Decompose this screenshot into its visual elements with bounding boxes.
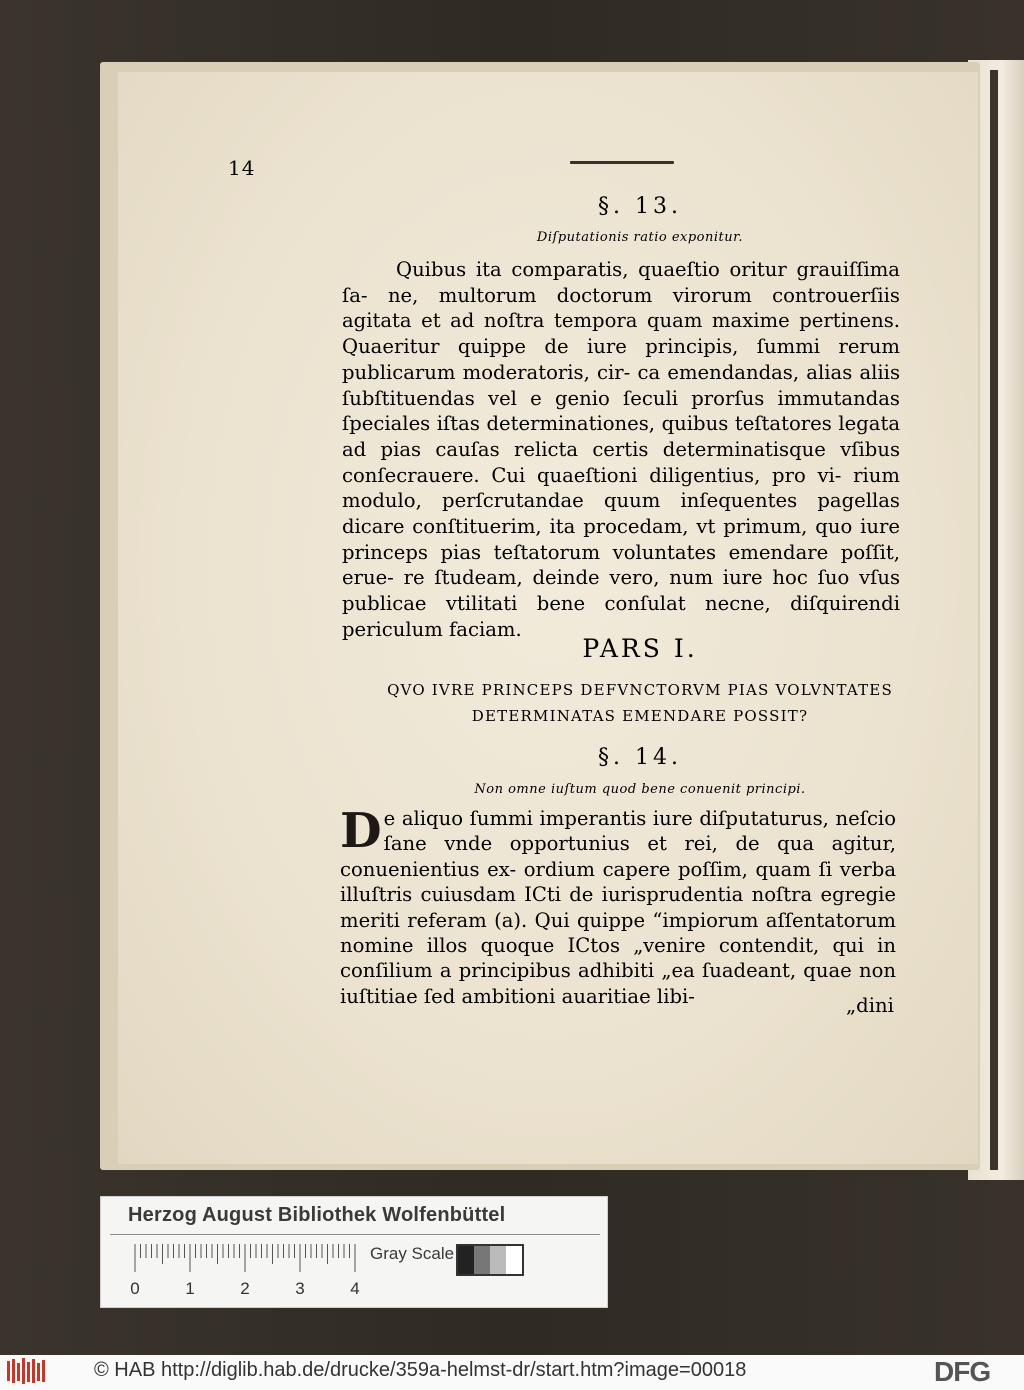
text-line: dicare conſtituerim, ita procedam, vt primum, quo iure: [342, 515, 900, 539]
text-line: e aliquo ſummi imperantis iure diſputaturus, neſcio ſane: [383, 807, 896, 856]
gray-swatch-white: [506, 1246, 522, 1274]
catchword: „dini: [846, 994, 894, 1017]
pars-subtitle-line-2: DETERMINATAS EMENDARE POSSIT?: [471, 707, 809, 725]
text-line: teſtatores legata ad pias cauſas relicta certis determinatisque: [342, 412, 900, 461]
section-14-heading: §. 14.: [598, 745, 682, 770]
text-line: noſtra tempora quam maxime pertinens. Quaeritur quippe: [342, 309, 900, 359]
ruler-number-2: 2: [240, 1279, 250, 1298]
text-line: „venire contendit, qui in conſilium a principibus adhibiti: [340, 934, 896, 983]
label-divider: [110, 1234, 600, 1235]
text-line: prorſus immutandas ſpeciales iſtas determinationes, quibus: [342, 386, 900, 436]
ruler-number-4: 4: [350, 1279, 360, 1298]
ruler-number-1: 1: [185, 1279, 195, 1298]
gray-scale-label: Gray Scale: [370, 1244, 455, 1263]
gray-scale-bar: [456, 1244, 524, 1276]
gray-swatch-light: [490, 1246, 506, 1274]
text-line: „ea ſuadeant, quae non iuſtitiae ſed ambitioni auaritiae libi-: [340, 959, 896, 1008]
book-gutter: [990, 70, 998, 1170]
text-line: ne, multorum doctorum virorum controuerſiis agitata et ad: [342, 283, 900, 333]
text-line: princeps pias teſtatorum voluntates emendare poſſit, erue-: [342, 540, 900, 590]
measurement-ruler: [130, 1244, 365, 1300]
page-number: 14: [228, 156, 256, 180]
text-line: ca emendandas, alias aliis ſubſtituendas vel e genio ſeculi: [342, 360, 900, 410]
text-line: rium modulo, perſcrutandae quum inſequentes pagellas: [342, 463, 900, 513]
pars-title: PARS I.: [582, 634, 698, 663]
ruler-ticks: [135, 1244, 355, 1272]
text-line: vnde opportunius et rei, de qua agitur, conuenientius ex-: [340, 832, 896, 881]
section-14-caption: Non omne iuſtum quod bene conuenit principi.: [474, 782, 806, 797]
header-rule: [570, 161, 674, 164]
footer-copyright-link[interactable]: © HAB http://diglib.hab.de/drucke/359a-helmst-dr/start.htm?image=00018: [94, 1359, 747, 1381]
text-line: vtilitati bene conſulat necne, diſquirendi periculum faciam.: [342, 592, 900, 641]
text-line: quippe “impiorum aſſentatorum nomine illos quoque ICtos: [340, 908, 896, 958]
dfg-logo: DFG: [934, 1356, 991, 1387]
ruler-number-3: 3: [295, 1279, 305, 1298]
library-name: Herzog August Bibliothek Wolfenbüttel: [128, 1204, 506, 1226]
text-line: de iure principis, ſummi rerum publicarum moderatoris, cir-: [342, 335, 900, 384]
section-13-paragraph: [342, 257, 900, 643]
section-13-caption: Diſputationis ratio exponitur.: [536, 230, 744, 245]
section-13-heading: §. 13.: [598, 194, 682, 219]
text-line: ordium capere poſſim, quam ſi verba illuſtris cuiusdam ICti: [340, 857, 897, 907]
text-line: de iurisprudentia noſtra egregie meriti referam (a). Qui: [340, 883, 896, 932]
text-line: Quibus ita comparatis, quaeſtio oritur grauiſſima ſa-: [342, 258, 900, 307]
ruler-number-0: 0: [130, 1279, 140, 1298]
gray-swatch-mid: [474, 1246, 490, 1274]
pars-subtitle-line-1: QVO IVRE PRINCEPS DEFVNCTORVM PIAS VOLVNTATES: [387, 681, 893, 699]
gray-swatch-black: [458, 1246, 474, 1274]
section-14-paragraph: [340, 803, 897, 1009]
text-line: vſibus conſecrauere. Cui quaeſtioni diligentius, pro vi-: [342, 437, 901, 487]
text-line: re ſtudeam, deinde vero, num iure hoc ſuo vſus publicae: [342, 566, 900, 616]
drop-cap: D: [340, 803, 382, 859]
pars-subtitle: [340, 677, 940, 729]
hab-logo-icon: [6, 1357, 48, 1385]
